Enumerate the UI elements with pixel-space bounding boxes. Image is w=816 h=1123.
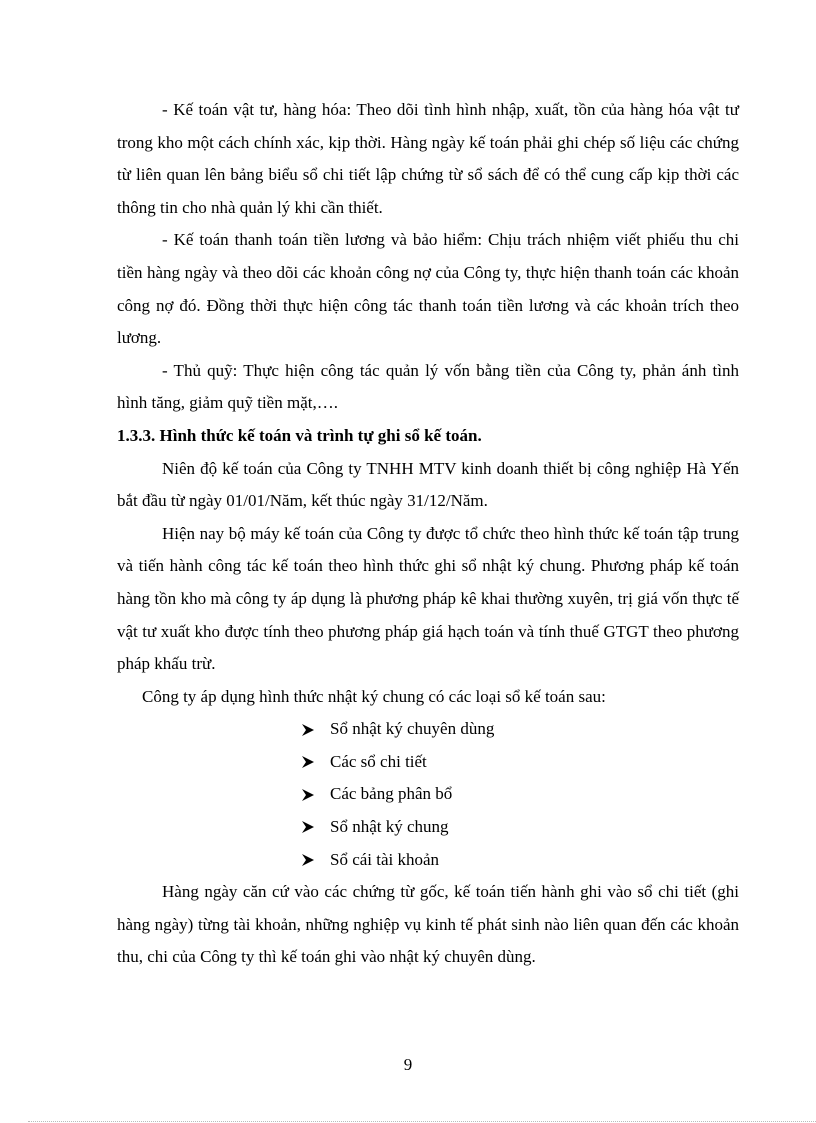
paragraph-daily-recording: Hàng ngày căn cứ vào các chứng từ gốc, kế toán tiến hành ghi vào sổ chi tiết (ghi hàng ngày) từng tài khoản, những nghiệp vụ kinh tế phát sinh nào liên quan đến các khoản thu, chi của Công ty thì kế toán ghi vào nhật ký chuyên dùng. — [117, 882, 739, 967]
list-item — [301, 844, 739, 877]
list-item-label: Các bảng phân bổ — [330, 784, 453, 804]
list-item-label: Sổ cái tài khoản — [330, 849, 440, 869]
list-item — [301, 746, 739, 779]
paragraph-treasurer: - Thủ quỹ: Thực hiện công tác quản lý vốn bằng tiền của Công ty, phản ánh tình hình tăng, giảm quỹ tiền mặt,…. — [117, 360, 739, 413]
arrow-bullet-icon — [301, 853, 315, 867]
arrow-bullet-icon — [301, 723, 315, 737]
list-item-label: Sổ nhật ký chuyên dùng — [330, 719, 495, 739]
paragraph-payroll-accountant: - Kế toán thanh toán tiền lương và bảo hiểm: Chịu trách nhiệm viết phiếu thu chi tiền hàng ngày và theo dõi các khoản công nợ của Công ty, thực hiện thanh toán các khoản công nợ đó. Đồng thời thực hiện công tác thanh toán tiền lương và các khoản trích theo lương. — [117, 230, 739, 348]
list-lead: Công ty áp dụng hình thức nhật ký chung có các loại sổ kế toán sau: — [142, 686, 606, 706]
page-number: 9 — [403, 1055, 413, 1074]
paragraph-fiscal-year: Niên độ kế toán của Công ty TNHH MTV kinh doanh thiết bị công nghiệp Hà Yến bắt đầu từ ngày 01/01/Năm, kết thúc ngày 31/12/Năm. — [117, 458, 739, 511]
arrow-bullet-icon — [301, 788, 315, 802]
page-bottom-divider — [28, 1121, 816, 1122]
list-item — [301, 713, 739, 746]
list-item-label: Sổ nhật ký chung — [330, 817, 449, 837]
paragraph-materials-accountant: - Kế toán vật tư, hàng hóa: Theo dõi tình hình nhập, xuất, tồn của hàng hóa vật tư trong kho một cách chính xác, kịp thời. Hàng ngày kế toán phải ghi chép số liệu các chứng từ liên quan lên bảng biểu sổ chi tiết lập chứng từ sổ sách để có thể cung cấp kịp thời các thông tin cho nhà quản lý khi cần thiết. — [117, 100, 739, 217]
section-heading: 1.3.3. Hình thức kế toán và trình tự ghi sổ kế toán. — [117, 425, 482, 445]
arrow-bullet-icon — [301, 755, 315, 769]
list-item — [301, 811, 739, 844]
arrow-bullet-icon — [301, 820, 315, 834]
list-item-label: Các sổ chi tiết — [330, 751, 427, 771]
paragraph-accounting-system: Hiện nay bộ máy kế toán của Công ty được tổ chức theo hình thức kế toán tập trung và tiến hành công tác kế toán theo hình thức ghi sổ nhật ký chung. Phương pháp kế toán hàng tồn kho mà công ty áp dụng là phương pháp kê khai thường xuyên, trị giá vốn thực tế vật tư xuất kho được tính theo phương pháp giá hạch toán và tính thuế GTGT theo phương pháp khấu trừ. — [117, 523, 739, 674]
document-body — [117, 94, 739, 974]
ledger-list — [117, 713, 739, 876]
list-item — [301, 778, 739, 811]
